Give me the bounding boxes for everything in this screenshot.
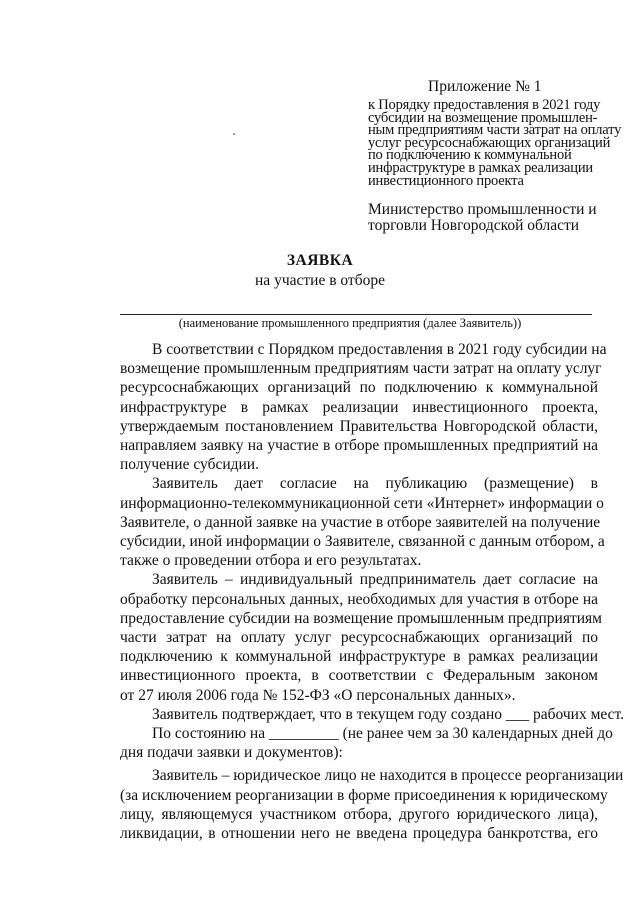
text-line: обработку персональных данных, необходимых для участия в отборе на (120, 590, 598, 608)
text-line: ресурсоснабжающих организаций по подключению к коммунальной (120, 379, 598, 397)
recipient-line: Министерство промышленности и (368, 201, 597, 218)
text-line: подключению к коммунальной инфраструктуре в рамках реализации (120, 648, 598, 666)
text-line: Заявитель дает согласие на публикацию (размещение) в (152, 475, 598, 493)
appendix-line: инвестиционного проекта (368, 172, 524, 189)
text-line: утверждаемым постановлением Правительства Новгородской области, (120, 417, 598, 435)
paragraph-publication-consent (120, 474, 605, 570)
text-line: инфраструктуре в рамках реализации инвестиционного проекта, (120, 398, 598, 416)
text-line: части затрат на оплату услуг ресурсоснабжающих организаций по (120, 629, 598, 647)
text-line: ликвидации, в отношении него не введена процедура банкротства, его (120, 825, 598, 843)
text-line: В соответствии с Порядком предоставления в 2021 году субсидии на (152, 341, 607, 358)
applicant-name-caption: (наименование промышленного предприятия (далее Заявитель)) (178, 316, 522, 330)
recipient-block (368, 202, 608, 234)
text-line: субсидии, иной информации о Заявителе, связанной с данным отбором, а (120, 533, 605, 551)
appendix-line: по подключению к коммунальной (368, 147, 572, 164)
text-line: Заявитель – индивидуальный предприниматель дает согласие на (152, 571, 598, 589)
text-line: инвестиционного проекта, в соответствии с Федеральным законом (120, 667, 598, 685)
text-line: лицу, являющемуся участником отбора, другого юридического лица), (120, 805, 598, 823)
recipient-line: торговли Новгородской области (368, 217, 580, 234)
appendix-line: к Порядку предоставления в 2021 году (368, 97, 601, 113)
text-line: дня подачи заявки и документов): (120, 744, 343, 762)
paragraph-as-of-date (120, 724, 613, 762)
text-line: (за исключением реорганизации в форме присоединения к юридическому (120, 786, 608, 804)
paragraph-legal-entity-status (120, 766, 624, 843)
text-line: от 27 июля 2006 года № 152-ФЗ «О персональных данных». (120, 686, 516, 704)
document-subtitle: на участие в отборе (255, 272, 385, 289)
applicant-name-field-line (120, 314, 592, 315)
appendix-line: ным предприятиям части затрат на оплату (368, 122, 622, 139)
text-line: информационно-телекоммуникационной сети «Интернет» информации о (120, 494, 604, 512)
text-line: также о проведении отбора и его результатах. (120, 552, 422, 570)
text-line: направляем заявку на участие в отборе промышленных предприятий на (120, 437, 598, 455)
appendix-line: инфраструктуре в рамках реализации (368, 159, 593, 176)
text-line: Заявитель – юридическое лицо не находится в процессе реорганизации (152, 767, 624, 785)
text-line: предоставление субсидии на возмещение промышленным предприятиям (120, 609, 602, 627)
text-line: По состоянию на _________ (не ранее чем за 30 календарных дней до (152, 725, 613, 743)
text-line: получение субсидии. (120, 456, 259, 474)
text-line: Заявитель подтверждает, что в текущем году создано ___ рабочих мест. (152, 705, 625, 723)
appendix-line: услуг ресурсоснабжающих организаций (368, 134, 611, 151)
document-title: ЗАЯВКА (286, 252, 354, 269)
scan-speck (233, 133, 235, 135)
paragraph-personal-data-consent (120, 570, 602, 704)
appendix-line: субсидии на возмещение промышлен- (368, 109, 598, 126)
paragraph-regulation (120, 340, 607, 474)
appendix-title: Приложение № 1 (428, 78, 542, 95)
text-line: Заявителе, о данной заявке на участие в отборе заявителей на получение (120, 513, 601, 531)
paragraph-jobs-created (120, 705, 625, 724)
application-body (120, 340, 625, 843)
text-line: возмещение промышленным предприятиям части затрат на оплату услуг (120, 360, 602, 378)
appendix-reference (368, 97, 622, 189)
